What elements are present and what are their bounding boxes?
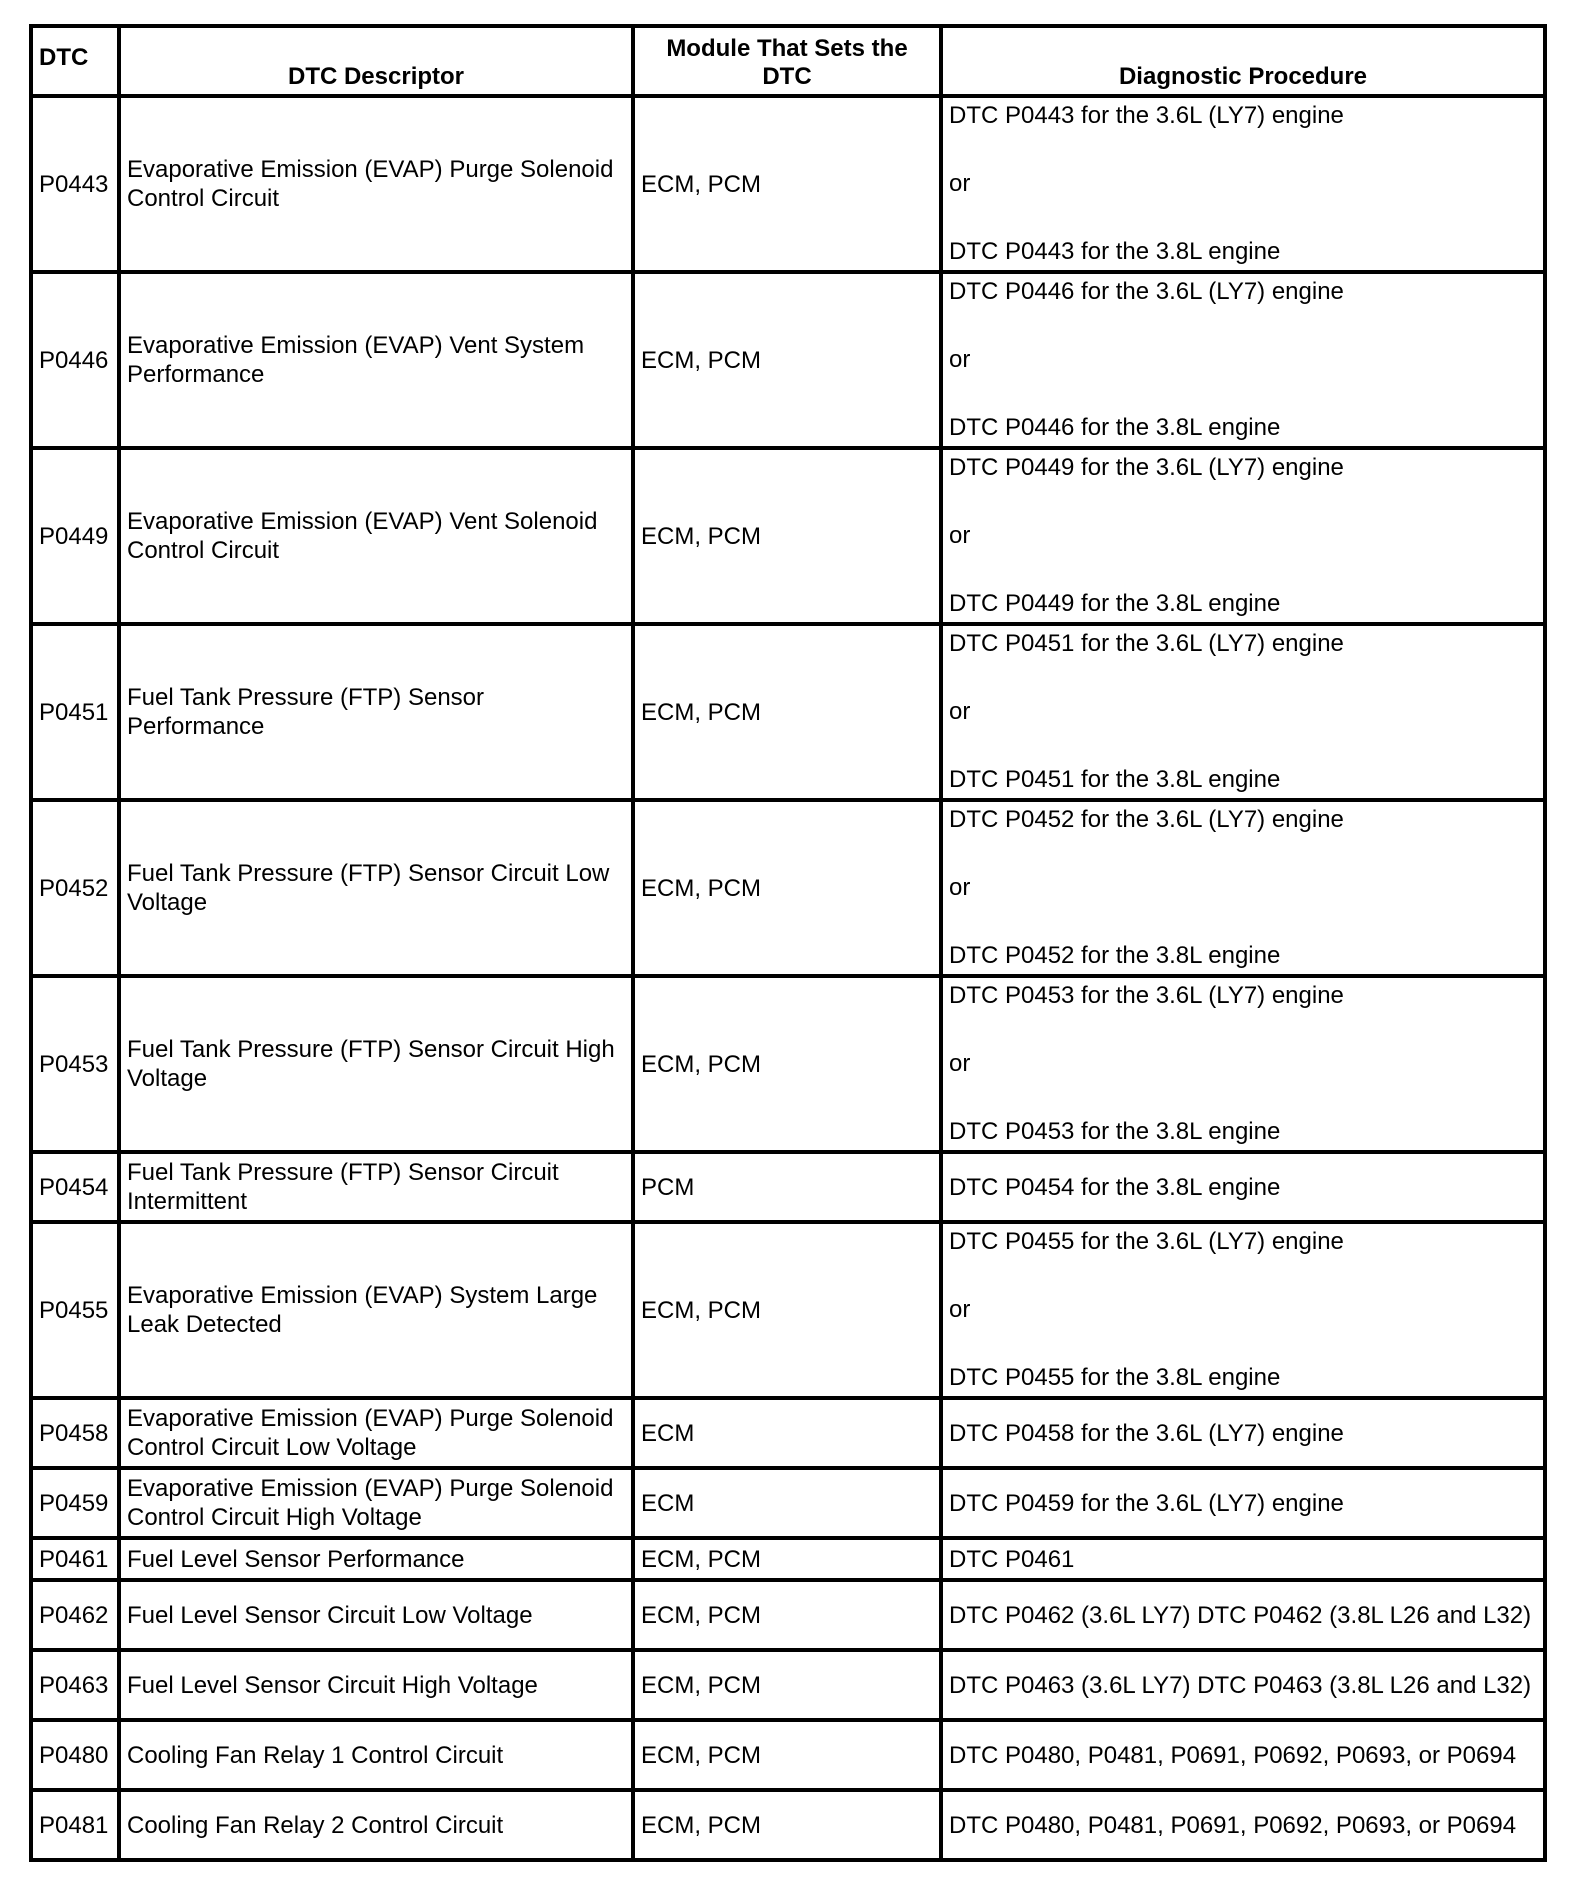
dtc-code: P0459 — [31, 1468, 119, 1538]
dtc-procedure: DTC P0480, P0481, P0691, P0692, P0693, or P0694 — [941, 1790, 1545, 1860]
dtc-module: ECM, PCM — [633, 1538, 941, 1580]
dtc-descriptor: Cooling Fan Relay 2 Control Circuit — [119, 1790, 633, 1860]
dtc-descriptor: Evaporative Emission (EVAP) Purge Solenoid Control Circuit Low Voltage — [119, 1398, 633, 1468]
dtc-code: P0454 — [31, 1152, 119, 1222]
procedure-connector: or — [949, 522, 971, 549]
dtc-procedure — [941, 1222, 1545, 1398]
table-row — [31, 272, 1545, 448]
table-row — [31, 1538, 1545, 1580]
dtc-descriptor: Fuel Level Sensor Circuit Low Voltage — [119, 1580, 633, 1650]
dtc-procedure — [941, 448, 1545, 624]
dtc-descriptor: Fuel Tank Pressure (FTP) Sensor Circuit Intermittent — [119, 1152, 633, 1222]
dtc-module: ECM, PCM — [633, 624, 941, 800]
dtc-procedure — [941, 800, 1545, 976]
table-row — [31, 1468, 1545, 1538]
table-row — [31, 624, 1545, 800]
header-dtc: DTC — [31, 26, 119, 96]
dtc-descriptor: Evaporative Emission (EVAP) System Large Leak Detected — [119, 1222, 633, 1398]
dtc-code: P0458 — [31, 1398, 119, 1468]
dtc-module: ECM, PCM — [633, 1790, 941, 1860]
procedure-primary: DTC P0449 for the 3.6L (LY7) engine — [949, 454, 1344, 481]
table-row — [31, 1650, 1545, 1720]
dtc-descriptor: Evaporative Emission (EVAP) Vent Solenoid Control Circuit — [119, 448, 633, 624]
table-row — [31, 1152, 1545, 1222]
dtc-code: P0449 — [31, 448, 119, 624]
dtc-procedure — [941, 976, 1545, 1152]
procedure-primary: DTC P0453 for the 3.6L (LY7) engine — [949, 982, 1344, 1009]
table-row — [31, 1580, 1545, 1650]
table-row — [31, 800, 1545, 976]
dtc-descriptor: Evaporative Emission (EVAP) Purge Solenoid Control Circuit — [119, 96, 633, 272]
dtc-descriptor: Fuel Tank Pressure (FTP) Sensor Circuit Low Voltage — [119, 800, 633, 976]
table-row — [31, 1222, 1545, 1398]
dtc-procedure: DTC P0459 for the 3.6L (LY7) engine — [941, 1468, 1545, 1538]
dtc-module: ECM — [633, 1468, 941, 1538]
header-module: Module That Sets the DTC — [633, 26, 941, 96]
procedure-connector: or — [949, 1296, 971, 1323]
procedure-alternate: DTC P0453 for the 3.8L engine — [949, 1118, 1281, 1145]
dtc-procedure: DTC P0462 (3.6L LY7) DTC P0462 (3.8L L26 and L32) — [941, 1580, 1545, 1650]
procedure-primary: DTC P0443 for the 3.6L (LY7) engine — [949, 102, 1344, 129]
dtc-descriptor: Evaporative Emission (EVAP) Purge Solenoid Control Circuit High Voltage — [119, 1468, 633, 1538]
table-row — [31, 1720, 1545, 1790]
dtc-module: ECM, PCM — [633, 976, 941, 1152]
dtc-procedure: DTC P0461 — [941, 1538, 1545, 1580]
dtc-descriptor: Fuel Level Sensor Circuit High Voltage — [119, 1650, 633, 1720]
dtc-procedure: DTC P0454 for the 3.8L engine — [941, 1152, 1545, 1222]
dtc-procedure: DTC P0480, P0481, P0691, P0692, P0693, or P0694 — [941, 1720, 1545, 1790]
dtc-procedure — [941, 96, 1545, 272]
dtc-descriptor: Fuel Tank Pressure (FTP) Sensor Circuit High Voltage — [119, 976, 633, 1152]
dtc-module: ECM — [633, 1398, 941, 1468]
dtc-code: P0463 — [31, 1650, 119, 1720]
dtc-module: ECM, PCM — [633, 1720, 941, 1790]
dtc-module: ECM, PCM — [633, 1580, 941, 1650]
table-row — [31, 1398, 1545, 1468]
dtc-module: ECM, PCM — [633, 1222, 941, 1398]
procedure-connector: or — [949, 170, 971, 197]
procedure-alternate: DTC P0451 for the 3.8L engine — [949, 766, 1281, 793]
dtc-code: P0453 — [31, 976, 119, 1152]
procedure-primary: DTC P0446 for the 3.6L (LY7) engine — [949, 278, 1344, 305]
dtc-code: P0461 — [31, 1538, 119, 1580]
dtc-code: P0462 — [31, 1580, 119, 1650]
dtc-descriptor: Fuel Level Sensor Performance — [119, 1538, 633, 1580]
dtc-code: P0452 — [31, 800, 119, 976]
procedure-alternate: DTC P0443 for the 3.8L engine — [949, 238, 1281, 265]
dtc-code: P0451 — [31, 624, 119, 800]
procedure-primary: DTC P0452 for the 3.6L (LY7) engine — [949, 806, 1344, 833]
table-row — [31, 96, 1545, 272]
dtc-code: P0481 — [31, 1790, 119, 1860]
dtc-module: ECM, PCM — [633, 1650, 941, 1720]
procedure-primary: DTC P0451 for the 3.6L (LY7) engine — [949, 630, 1344, 657]
dtc-module: ECM, PCM — [633, 96, 941, 272]
dtc-procedure — [941, 624, 1545, 800]
dtc-table — [29, 24, 1547, 1862]
table-row — [31, 448, 1545, 624]
dtc-procedure: DTC P0463 (3.6L LY7) DTC P0463 (3.8L L26 and L32) — [941, 1650, 1545, 1720]
dtc-module: PCM — [633, 1152, 941, 1222]
table-row — [31, 1790, 1545, 1860]
procedure-connector: or — [949, 1050, 971, 1077]
procedure-primary: DTC P0455 for the 3.6L (LY7) engine — [949, 1228, 1344, 1255]
dtc-module: ECM, PCM — [633, 272, 941, 448]
dtc-code: P0443 — [31, 96, 119, 272]
procedure-connector: or — [949, 698, 971, 725]
dtc-procedure: DTC P0458 for the 3.6L (LY7) engine — [941, 1398, 1545, 1468]
header-descriptor: DTC Descriptor — [119, 26, 633, 96]
procedure-connector: or — [949, 874, 971, 901]
procedure-connector: or — [949, 346, 971, 373]
procedure-alternate: DTC P0449 for the 3.8L engine — [949, 590, 1281, 617]
header-procedure: Diagnostic Procedure — [941, 26, 1545, 96]
procedure-alternate: DTC P0455 for the 3.8L engine — [949, 1364, 1281, 1391]
header-row — [31, 26, 1545, 96]
table-row — [31, 976, 1545, 1152]
dtc-procedure — [941, 272, 1545, 448]
dtc-code: P0455 — [31, 1222, 119, 1398]
dtc-descriptor: Cooling Fan Relay 1 Control Circuit — [119, 1720, 633, 1790]
dtc-descriptor: Fuel Tank Pressure (FTP) Sensor Performance — [119, 624, 633, 800]
dtc-code: P0480 — [31, 1720, 119, 1790]
dtc-code: P0446 — [31, 272, 119, 448]
dtc-descriptor: Evaporative Emission (EVAP) Vent System Performance — [119, 272, 633, 448]
procedure-alternate: DTC P0446 for the 3.8L engine — [949, 414, 1281, 441]
dtc-module: ECM, PCM — [633, 448, 941, 624]
procedure-alternate: DTC P0452 for the 3.8L engine — [949, 942, 1281, 969]
dtc-module: ECM, PCM — [633, 800, 941, 976]
